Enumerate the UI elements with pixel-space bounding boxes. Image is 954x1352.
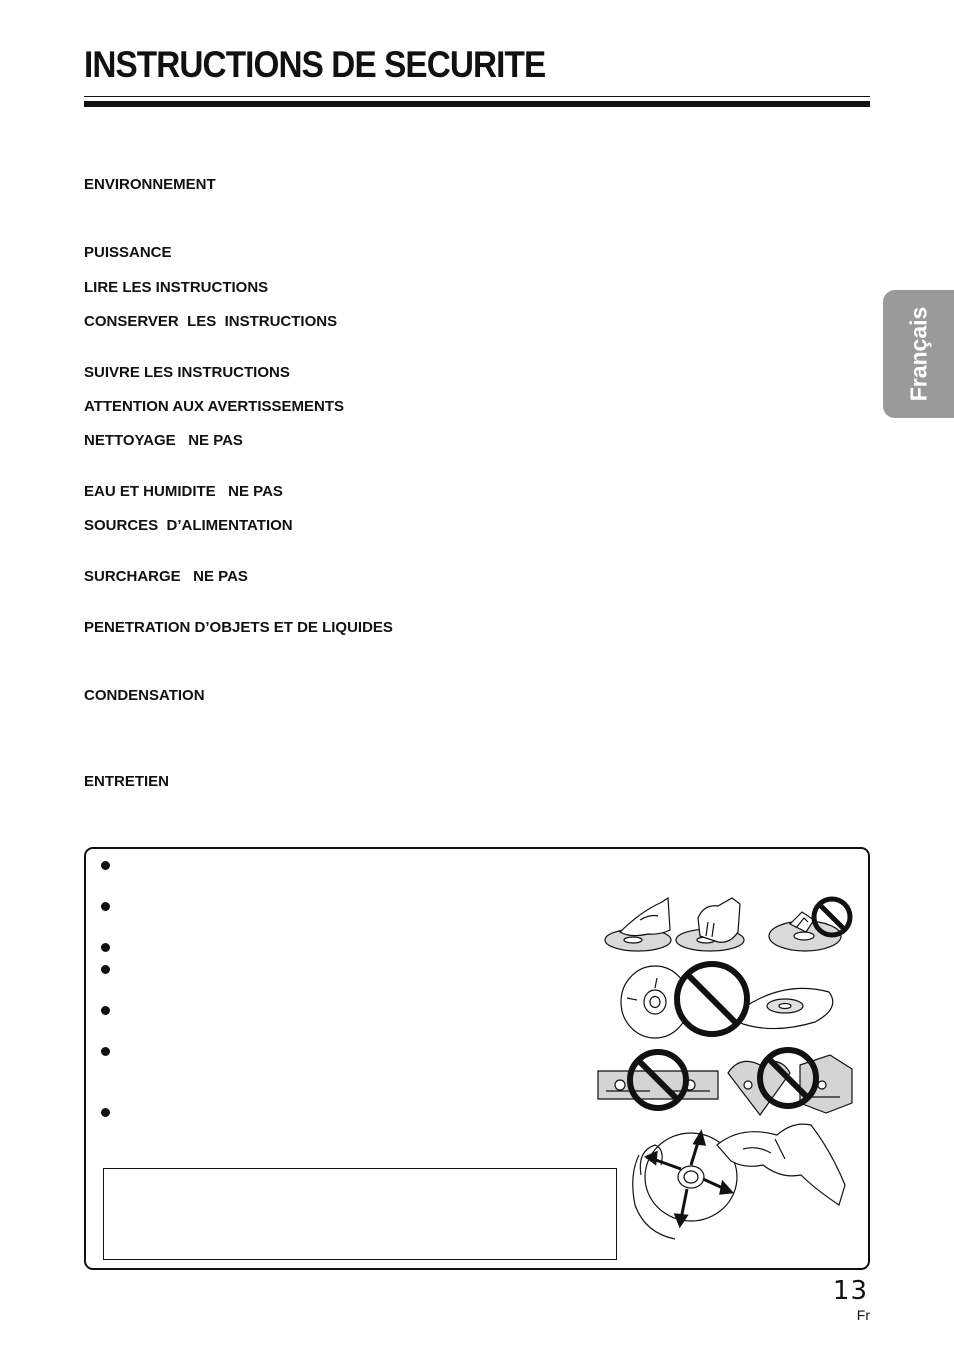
language-tab-label: Français: [905, 306, 931, 402]
disc-handling-illustration: [600, 890, 860, 960]
bullet-point: [101, 965, 110, 974]
prohibition-icon: [677, 964, 747, 1034]
section-heading-suivre: SUIVRE LES INSTRUCTIONS: [84, 364, 290, 381]
section-heading-attention: ATTENTION AUX AVERTISSEMENTS: [84, 398, 345, 415]
title-rule-thick: [84, 101, 870, 107]
language-tab[interactable]: [883, 290, 954, 418]
title-rule-thin: [84, 96, 870, 97]
section-heading-nettoyage: NETTOYAGE NE PAS: [84, 432, 243, 449]
section-heading-sources: SOURCES D’ALIMENTATION: [84, 517, 293, 534]
bullet-point: [101, 1108, 110, 1117]
section-heading-condensation: CONDENSATION: [84, 687, 205, 704]
section-heading-conserver: CONSERVER LES INSTRUCTIONS: [84, 313, 338, 330]
bullet-point: [101, 1006, 110, 1015]
note-box: [103, 1168, 617, 1260]
disc-bending-illustration: [615, 958, 840, 1043]
bullet-point: [101, 861, 110, 870]
page-title: INSTRUCTIONS DE SECURITE: [84, 44, 546, 85]
page-number: 13: [832, 1276, 868, 1306]
disc-cleaning-illustration: [625, 1115, 855, 1245]
section-heading-eau: EAU ET HUMIDITE NE PAS: [84, 483, 283, 500]
section-heading-lire: LIRE LES INSTRUCTIONS: [84, 279, 269, 296]
bullet-point: [101, 943, 110, 952]
section-heading-entretien: ENTRETIEN: [84, 773, 170, 790]
bullet-point: [101, 902, 110, 911]
page-language-code: Fr: [856, 1307, 870, 1323]
section-heading-environnement: ENVIRONNEMENT: [84, 176, 216, 193]
section-heading-penetration: PENETRATION D’OBJETS ET DE LIQUIDES: [84, 619, 393, 636]
disc-label-illustration: [590, 1045, 860, 1120]
section-heading-surcharge: SURCHARGE NE PAS: [84, 568, 248, 585]
bullet-point: [101, 1047, 110, 1056]
section-heading-puissance: PUISSANCE: [84, 244, 172, 261]
